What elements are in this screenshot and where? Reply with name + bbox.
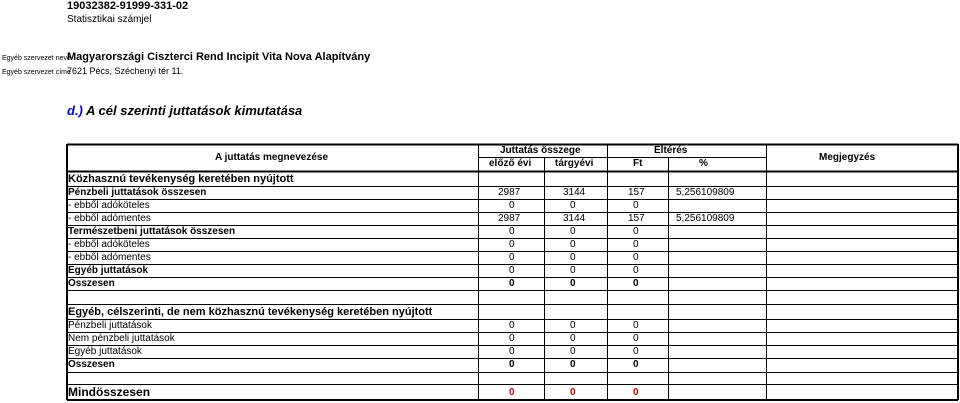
table-cell-ft: 157 bbox=[628, 213, 645, 224]
table-cell-ft: 0 bbox=[633, 320, 639, 331]
table-cell-prev: 2987 bbox=[498, 213, 521, 224]
table-cell-prev: 0 bbox=[509, 265, 515, 276]
org-name: Magyarországi Ciszterci Rend Incipit Vita Nova Alapítvány bbox=[67, 51, 371, 63]
table-cell-prev: 0 bbox=[509, 200, 515, 211]
table-cell-ft: 0 bbox=[633, 359, 639, 370]
col-name-header: A juttatás megnevezése bbox=[215, 152, 329, 163]
table-cell-prev: 0 bbox=[509, 239, 515, 250]
table-row-label: - ebből adómentes bbox=[68, 252, 151, 263]
table-cell-ft: 0 bbox=[633, 239, 639, 250]
section2-title: Egyéb, célszerinti, de nem közhasznú tevékenység keretében nyújtott bbox=[68, 306, 433, 318]
col-note-header: Megjegyzés bbox=[819, 152, 876, 163]
table-row-label: Nem pénzbeli juttatások bbox=[68, 333, 175, 344]
grand-total-prev: 0 bbox=[509, 387, 515, 398]
title-text: A cél szerinti juttatások kimutatása bbox=[86, 103, 303, 118]
table-cell-prev: 0 bbox=[509, 278, 515, 289]
table-cell-curr: 0 bbox=[570, 200, 576, 211]
org-address-label: Egyéb szervezet címe bbox=[2, 69, 71, 76]
table-cell-ft: 0 bbox=[633, 346, 639, 357]
table-cell-ft: 0 bbox=[633, 200, 639, 211]
table-cell-curr: 0 bbox=[570, 359, 576, 370]
table-cell-curr: 0 bbox=[570, 320, 576, 331]
table-cell-ft: 0 bbox=[633, 226, 639, 237]
table-cell-pct: 5,256109809 bbox=[676, 213, 735, 224]
table-cell-curr: 0 bbox=[570, 265, 576, 276]
statistical-id-label: Statisztikai számjel bbox=[67, 14, 152, 25]
grand-total-ft: 0 bbox=[633, 387, 639, 398]
table-cell-curr: 3144 bbox=[563, 213, 586, 224]
table-cell-pct: 5,256109809 bbox=[676, 187, 735, 198]
table-row-label: Pénzbeli juttatások bbox=[68, 320, 152, 331]
section1-title: Közhasznú tevékenység keretében nyújtott bbox=[68, 173, 294, 185]
table-cell-curr: 0 bbox=[570, 278, 576, 289]
table-cell-curr: 0 bbox=[570, 252, 576, 263]
table-row-label: - ebből adóköteles bbox=[68, 239, 150, 250]
statistical-id: 19032382-91999-331-02 bbox=[67, 0, 189, 12]
table-cell-curr: 0 bbox=[570, 333, 576, 344]
table-row-label: Természetbeni juttatások összesen bbox=[68, 226, 236, 237]
col-prev-header: előző évi bbox=[489, 158, 532, 169]
table-cell-prev: 0 bbox=[509, 320, 515, 331]
table-cell-ft: 0 bbox=[633, 252, 639, 263]
table-cell-prev: 2987 bbox=[498, 187, 521, 198]
table-row-label: Pénzbeli juttatások összesen bbox=[68, 187, 207, 198]
table-row-label: Összesen bbox=[68, 359, 115, 370]
title-prefix: d.) bbox=[67, 103, 83, 118]
table-row-label: - ebből adóköteles bbox=[68, 200, 150, 211]
table-row-label: Egyéb juttatások bbox=[68, 265, 149, 276]
org-address: 7621 Pécs, Széchenyi tér 11. bbox=[67, 66, 184, 76]
table-cell-prev: 0 bbox=[509, 359, 515, 370]
table-cell-prev: 0 bbox=[509, 252, 515, 263]
col-amount-header: Juttatás összege bbox=[500, 145, 581, 156]
table-cell-ft: 0 bbox=[633, 333, 639, 344]
org-name-label: Egyéb szervezet neve bbox=[2, 55, 71, 62]
table-cell-curr: 0 bbox=[570, 226, 576, 237]
table-cell-prev: 0 bbox=[509, 226, 515, 237]
table-cell-curr: 0 bbox=[570, 346, 576, 357]
grand-total-label: Mindösszesen bbox=[68, 385, 151, 399]
table-cell-ft: 157 bbox=[628, 187, 645, 198]
page-title bbox=[67, 103, 302, 118]
table-row-label: - ebből adómentes bbox=[68, 213, 151, 224]
table-cell-ft: 0 bbox=[633, 278, 639, 289]
col-pct-header: % bbox=[699, 158, 708, 169]
table-row-label: Összesen bbox=[68, 278, 115, 289]
table-cell-prev: 0 bbox=[509, 333, 515, 344]
col-ft-header: Ft bbox=[633, 158, 643, 169]
table-cell-curr: 3144 bbox=[563, 187, 586, 198]
col-curr-header: tárgyévi bbox=[555, 158, 594, 169]
grand-total-curr: 0 bbox=[570, 387, 576, 398]
table-cell-curr: 0 bbox=[570, 239, 576, 250]
table-cell-ft: 0 bbox=[633, 265, 639, 276]
col-diff-header: Eltérés bbox=[654, 145, 688, 156]
table-cell-prev: 0 bbox=[509, 346, 515, 357]
table-row-label: Egyéb juttatások bbox=[68, 346, 142, 357]
